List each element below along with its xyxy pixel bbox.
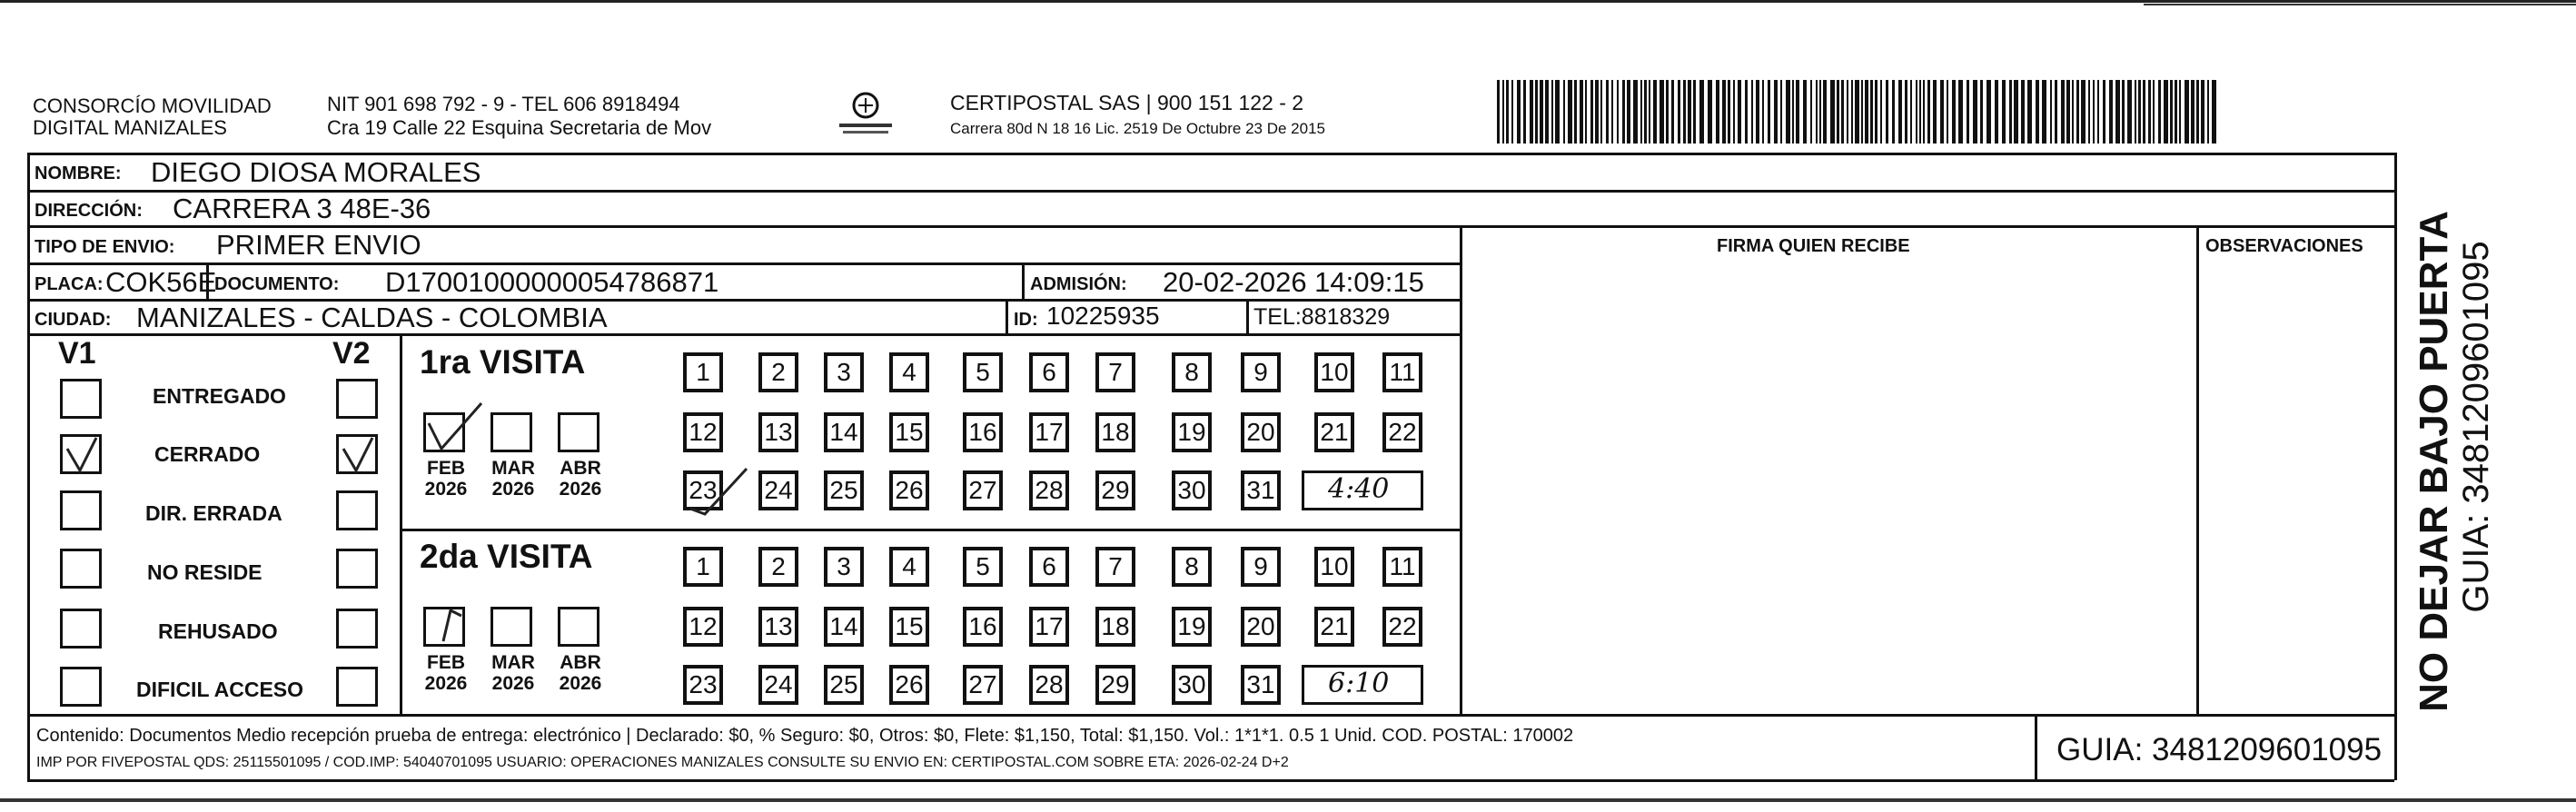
barcode-bar bbox=[2143, 80, 2145, 144]
barcode-bar bbox=[1535, 80, 1538, 144]
barcode-bar bbox=[1580, 80, 1583, 144]
barcode-bar bbox=[1919, 80, 1921, 144]
barcode-bar bbox=[2061, 80, 2065, 144]
placa-label: PLACA: bbox=[35, 274, 104, 294]
tipo-envio-value: PRIMER ENVIO bbox=[216, 229, 421, 261]
barcode-bar bbox=[2158, 80, 2161, 144]
day-box[interactable]: 27 bbox=[963, 470, 1003, 510]
day-box[interactable]: 7 bbox=[1095, 352, 1135, 392]
barcode-bar bbox=[1728, 80, 1730, 144]
scan-edge-bottom bbox=[0, 798, 2576, 802]
barcode-bar bbox=[1517, 80, 1521, 144]
barcode-bar bbox=[1688, 80, 1691, 144]
barcode-bar bbox=[2191, 80, 2195, 144]
side-guia: GUIA: 3481209601095 bbox=[2456, 241, 2496, 613]
barcode-bar bbox=[1738, 80, 1741, 144]
barcode-bar bbox=[1595, 80, 1599, 144]
check-mark bbox=[60, 432, 105, 478]
documento-label: DOCUMENTO: bbox=[214, 274, 340, 294]
id-label: ID: bbox=[1014, 310, 1038, 330]
v2-checkbox[interactable] bbox=[336, 490, 378, 530]
nombre-label: NOMBRE: bbox=[35, 163, 122, 183]
day-box[interactable]: 31 bbox=[1241, 665, 1281, 705]
day-box[interactable]: 18 bbox=[1095, 412, 1135, 452]
placa-value: COK56E bbox=[105, 266, 217, 298]
barcode-bar bbox=[1980, 80, 1983, 144]
barcode-bar bbox=[1886, 80, 1888, 144]
day-box[interactable]: 18 bbox=[1095, 607, 1135, 647]
v1-checkbox[interactable] bbox=[60, 609, 102, 649]
status-label: ENTREGADO bbox=[153, 384, 286, 408]
barcode-bar bbox=[1940, 80, 1944, 144]
day-box[interactable]: 23 bbox=[683, 470, 723, 510]
barcode-bar bbox=[1511, 80, 1513, 144]
barcode-bar bbox=[1837, 80, 1839, 144]
day-box[interactable]: 4 bbox=[889, 547, 929, 587]
day-box[interactable]: 10 bbox=[1314, 547, 1354, 587]
day-box[interactable]: 11 bbox=[1382, 352, 1422, 392]
barcode-bar bbox=[1745, 80, 1748, 144]
barcode-bar bbox=[1497, 80, 1500, 144]
month-label bbox=[550, 459, 610, 500]
barcode-bar bbox=[2196, 80, 2199, 144]
barcode-bar bbox=[2097, 80, 2099, 144]
barcode-bar bbox=[1756, 80, 1759, 144]
barcode-bar bbox=[1861, 80, 1863, 144]
month-checkbox[interactable] bbox=[558, 412, 599, 452]
barcode-bar bbox=[1855, 80, 1859, 144]
day-box[interactable]: 21 bbox=[1314, 607, 1354, 647]
firma-label: FIRMA QUIEN RECIBE bbox=[1717, 236, 1910, 256]
scan-edge-top bbox=[0, 0, 2576, 3]
barcode-bar bbox=[1640, 80, 1642, 144]
barcode-bar bbox=[1870, 80, 1873, 144]
barcode-bar bbox=[1780, 80, 1782, 144]
status-label: DIFICIL ACCESO bbox=[136, 678, 304, 701]
barcode-bar bbox=[1678, 80, 1680, 144]
barcode-bar bbox=[1841, 80, 1844, 144]
barcode-bar bbox=[1875, 80, 1878, 144]
observaciones-label: OBSERVACIONES bbox=[2205, 236, 2363, 256]
month-check-mark bbox=[423, 590, 487, 645]
barcode-bar bbox=[1819, 80, 1821, 144]
v1-label: V1 bbox=[58, 336, 96, 371]
footer-print-info: IMP POR FIVEPOSTAL QDS: 25115501095 / COD.IMP: 54040701095 USUARIO: OPERACIONES MANIZALES CONSULTE SU ENVIO EN: CERTIPOSTAL.COM SOBRE ETA: 2026-02-24 D+2 bbox=[36, 755, 1289, 770]
day-box[interactable]: 6 bbox=[1029, 547, 1069, 587]
barcode-bar bbox=[1898, 80, 1902, 144]
side-warning: NO DEJAR BAJO PUERTA bbox=[2412, 211, 2456, 712]
day-box[interactable]: 3 bbox=[824, 352, 864, 392]
barcode-bar bbox=[2036, 80, 2039, 144]
day-box[interactable]: 16 bbox=[963, 412, 1003, 452]
barcode-bar bbox=[1958, 80, 1963, 144]
direccion-label: DIRECCIÓN: bbox=[35, 201, 143, 221]
day-box[interactable]: 27 bbox=[963, 665, 1003, 705]
footer-contents: Contenido: Documentos Medio recepción prueba de entrega: electrónico | Declarado: $0, % Seguro: $0, Otros: $0, Flete: $1,150, Total: $1,150. Vol.: 1*1*1. 0.5 1 Unid. COD. POSTAL: 170002 bbox=[36, 726, 1574, 746]
v1-checkbox[interactable] bbox=[60, 667, 102, 707]
barcode-bar bbox=[1622, 80, 1625, 144]
month-label bbox=[483, 459, 543, 500]
barcode-bar bbox=[2185, 80, 2189, 144]
barcode-bar bbox=[1611, 80, 1613, 144]
barcode-bar bbox=[2076, 80, 2079, 144]
barcode-bar bbox=[2207, 80, 2209, 144]
barcode-bar bbox=[1545, 80, 1549, 144]
v1-checkbox[interactable] bbox=[60, 490, 102, 530]
scan-edge-top-right bbox=[2144, 4, 2576, 5]
day-box[interactable]: 25 bbox=[824, 665, 864, 705]
day-box[interactable]: 20 bbox=[1241, 607, 1281, 647]
day-box[interactable]: 16 bbox=[963, 607, 1003, 647]
visit1-title: 1ra VISITA bbox=[420, 343, 586, 381]
courier-line2: Carrera 80d N 18 16 Lic. 2519 De Octubre 23 De 2015 bbox=[950, 120, 1325, 137]
month-name: MAR bbox=[491, 652, 535, 673]
month-checkbox[interactable] bbox=[490, 607, 532, 647]
barcode-bar bbox=[1649, 80, 1650, 144]
barcode-bar bbox=[2093, 80, 2095, 144]
tipo-envio-label: TIPO DE ENVIO: bbox=[35, 237, 175, 257]
barcode-bar bbox=[1617, 80, 1619, 144]
barcode-bar bbox=[1722, 80, 1726, 144]
v2-checkbox[interactable] bbox=[336, 667, 378, 707]
barcode-bar bbox=[1523, 80, 1526, 144]
day-box[interactable]: 25 bbox=[824, 470, 864, 510]
courier-line1: CERTIPOSTAL SAS | 900 151 122 - 2 bbox=[950, 91, 1304, 114]
barcode-bar bbox=[2072, 80, 2074, 144]
company-name-line2: DIGITAL MANIZALES bbox=[33, 116, 227, 139]
month-name: FEB bbox=[427, 458, 465, 479]
day-box[interactable]: 12 bbox=[683, 607, 723, 647]
barcode-bar bbox=[1933, 80, 1937, 144]
barcode-bar bbox=[1892, 80, 1895, 144]
ciudad-value: MANIZALES - CALDAS - COLOMBIA bbox=[136, 302, 608, 333]
month-year: 2026 bbox=[559, 672, 602, 694]
status-label: DIR. ERRADA bbox=[145, 501, 282, 525]
barcode-bar bbox=[1851, 80, 1853, 144]
direccion-value: CARRERA 3 48E-36 bbox=[173, 193, 431, 224]
day-box[interactable]: 8 bbox=[1172, 547, 1212, 587]
barcode-bar bbox=[1816, 80, 1818, 144]
barcode-bar bbox=[1830, 80, 1835, 144]
barcode bbox=[1497, 80, 2222, 144]
month-year: 2026 bbox=[424, 672, 468, 694]
month-label bbox=[550, 653, 610, 694]
barcode-bar bbox=[1823, 80, 1827, 144]
nombre-value: DIEGO DIOSA MORALES bbox=[151, 156, 481, 188]
barcode-bar bbox=[2066, 80, 2070, 144]
barcode-bar bbox=[1792, 80, 1794, 144]
company-name-line1: CONSORCÍO MOVILIDAD bbox=[33, 94, 272, 117]
day-box[interactable]: 9 bbox=[1241, 352, 1281, 392]
documento-value: D17001000000054786871 bbox=[385, 266, 719, 298]
barcode-bar bbox=[1751, 80, 1753, 144]
barcode-bar bbox=[1995, 80, 1998, 144]
barcode-bar bbox=[2009, 80, 2012, 144]
day-box[interactable]: 30 bbox=[1172, 470, 1212, 510]
day-box[interactable]: 10 bbox=[1314, 352, 1354, 392]
barcode-bar bbox=[1803, 80, 1807, 144]
barcode-bar bbox=[1916, 80, 1917, 144]
barcode-bar bbox=[2135, 80, 2136, 144]
handwritten-time: 4:40 bbox=[1328, 473, 1390, 505]
status-label: CERRADO bbox=[154, 442, 261, 466]
barcode-bar bbox=[2081, 80, 2086, 144]
v2-label: V2 bbox=[332, 336, 371, 371]
barcode-bar bbox=[1880, 80, 1882, 144]
barcode-bar bbox=[1986, 80, 1991, 144]
barcode-bar bbox=[1671, 80, 1674, 144]
barcode-bar bbox=[2201, 80, 2204, 144]
barcode-bar bbox=[2115, 80, 2120, 144]
visit2-title: 2da VISITA bbox=[420, 538, 593, 575]
barcode-bar bbox=[1952, 80, 1956, 144]
v1-checkbox[interactable] bbox=[60, 379, 102, 419]
day-box[interactable]: 14 bbox=[824, 607, 864, 647]
v2-checkbox[interactable] bbox=[336, 379, 378, 419]
day-box[interactable]: 24 bbox=[758, 665, 798, 705]
barcode-bar bbox=[2042, 80, 2046, 144]
day-box[interactable]: 28 bbox=[1029, 665, 1069, 705]
barcode-bar bbox=[2014, 80, 2018, 144]
barcode-bar bbox=[1923, 80, 1925, 144]
barcode-bar bbox=[2027, 80, 2032, 144]
day-mark bbox=[683, 463, 756, 518]
barcode-bar bbox=[2109, 80, 2113, 144]
barcode-bar bbox=[1551, 80, 1553, 144]
month-year: 2026 bbox=[559, 478, 602, 500]
ciudad-label: CIUDAD: bbox=[35, 310, 112, 330]
barcode-bar bbox=[1762, 80, 1764, 144]
barcode-bar bbox=[2088, 80, 2090, 144]
barcode-bar bbox=[1555, 80, 1560, 144]
barcode-bar bbox=[1653, 80, 1657, 144]
barcode-bar bbox=[2050, 80, 2052, 144]
day-box[interactable]: 5 bbox=[963, 352, 1003, 392]
day-box[interactable]: 15 bbox=[889, 607, 929, 647]
month-label bbox=[483, 653, 543, 694]
barcode-bar bbox=[2002, 80, 2006, 144]
barcode-bar bbox=[2212, 80, 2216, 144]
barcode-bar bbox=[1606, 80, 1609, 144]
barcode-bar bbox=[1530, 80, 1533, 144]
barcode-bar bbox=[1973, 80, 1977, 144]
day-box[interactable]: 19 bbox=[1172, 607, 1212, 647]
month-name: FEB bbox=[427, 652, 465, 673]
month-checkbox[interactable] bbox=[558, 607, 599, 647]
month-checkbox[interactable] bbox=[490, 412, 532, 452]
day-box[interactable]: 1 bbox=[683, 352, 723, 392]
barcode-bar bbox=[2122, 80, 2125, 144]
barcode-bar bbox=[1568, 80, 1572, 144]
barcode-bar bbox=[1699, 80, 1704, 144]
day-box[interactable]: 29 bbox=[1095, 470, 1135, 510]
barcode-bar bbox=[1905, 80, 1907, 144]
barcode-bar bbox=[2170, 80, 2173, 144]
month-label bbox=[416, 459, 476, 500]
month-name: MAR bbox=[491, 458, 535, 479]
day-box[interactable]: 26 bbox=[889, 470, 929, 510]
barcode-bar bbox=[1708, 80, 1712, 144]
day-box[interactable]: 1 bbox=[683, 547, 723, 587]
barcode-bar bbox=[1540, 80, 1543, 144]
footer-guia: GUIA: 3481209601095 bbox=[2056, 732, 2383, 767]
barcode-bar bbox=[1847, 80, 1848, 144]
day-box[interactable]: 29 bbox=[1095, 665, 1135, 705]
barcode-bar bbox=[1506, 80, 1509, 144]
day-box[interactable]: 14 bbox=[824, 412, 864, 452]
v2-checkbox[interactable] bbox=[336, 609, 378, 649]
day-box[interactable]: 13 bbox=[758, 607, 798, 647]
barcode-bar bbox=[1502, 80, 1504, 144]
day-box[interactable]: 2 bbox=[758, 352, 798, 392]
day-box[interactable]: 4 bbox=[889, 352, 929, 392]
barcode-bar bbox=[1810, 80, 1812, 144]
barcode-bar bbox=[1563, 80, 1565, 144]
barcode-bar bbox=[1733, 80, 1735, 144]
barcode-bar bbox=[2055, 80, 2057, 144]
admision-label: ADMISIÓN: bbox=[1030, 274, 1127, 294]
day-box[interactable]: 3 bbox=[824, 547, 864, 587]
barcode-bar bbox=[1693, 80, 1696, 144]
day-box[interactable]: 22 bbox=[1382, 412, 1422, 452]
barcode-bar bbox=[1768, 80, 1770, 144]
day-box[interactable]: 22 bbox=[1382, 607, 1422, 647]
barcode-bar bbox=[1927, 80, 1930, 144]
barcode-bar bbox=[1574, 80, 1577, 144]
barcode-bar bbox=[1590, 80, 1593, 144]
admision-value: 20-02-2026 14:09:15 bbox=[1163, 266, 1424, 298]
day-box[interactable]: 17 bbox=[1029, 607, 1069, 647]
barcode-bar bbox=[1716, 80, 1719, 144]
barcode-bar bbox=[1910, 80, 1912, 144]
day-box[interactable]: 5 bbox=[963, 547, 1003, 587]
barcode-bar bbox=[1600, 80, 1602, 144]
telefono-value: TEL:8818329 bbox=[1253, 304, 1391, 330]
day-box[interactable]: 11 bbox=[1382, 547, 1422, 587]
barcode-bar bbox=[1627, 80, 1630, 144]
handwritten-time: 6:10 bbox=[1328, 668, 1390, 699]
month-year: 2026 bbox=[424, 478, 468, 500]
day-box[interactable]: 8 bbox=[1172, 352, 1212, 392]
barcode-bar bbox=[1633, 80, 1638, 144]
day-box[interactable]: 21 bbox=[1314, 412, 1354, 452]
day-box[interactable]: 20 bbox=[1241, 412, 1281, 452]
barcode-bar bbox=[1666, 80, 1669, 144]
day-box[interactable]: 6 bbox=[1029, 352, 1069, 392]
day-box[interactable]: 15 bbox=[889, 412, 929, 452]
day-box[interactable]: 7 bbox=[1095, 547, 1135, 587]
barcode-bar bbox=[2164, 80, 2168, 144]
status-label: NO RESIDE bbox=[147, 560, 263, 584]
day-box[interactable]: 17 bbox=[1029, 412, 1069, 452]
barcode-bar bbox=[1947, 80, 1948, 144]
barcode-bar bbox=[1967, 80, 1969, 144]
barcode-bar bbox=[2148, 80, 2151, 144]
day-box[interactable]: 9 bbox=[1241, 547, 1281, 587]
nit-line: NIT 901 698 792 - 9 - TEL 606 8918494 bbox=[327, 93, 680, 115]
barcode-bar bbox=[2103, 80, 2105, 144]
day-box[interactable]: 23 bbox=[683, 665, 723, 705]
barcode-bar bbox=[2127, 80, 2132, 144]
month-label bbox=[416, 653, 476, 694]
month-name: ABR bbox=[560, 458, 601, 479]
status-label: REHUSADO bbox=[158, 619, 278, 643]
barcode-bar bbox=[2138, 80, 2141, 144]
barcode-bar bbox=[1786, 80, 1790, 144]
barcode-bar bbox=[1774, 80, 1778, 144]
v2-checkbox[interactable] bbox=[336, 549, 378, 589]
month-year: 2026 bbox=[491, 672, 535, 694]
v1-checkbox[interactable] bbox=[60, 549, 102, 589]
day-box[interactable]: 26 bbox=[889, 665, 929, 705]
barcode-bar bbox=[2153, 80, 2155, 144]
barcode-bar bbox=[2179, 80, 2181, 144]
day-box[interactable]: 12 bbox=[683, 412, 723, 452]
month-year: 2026 bbox=[491, 478, 535, 500]
month-check-mark bbox=[423, 396, 487, 451]
barcode-bar bbox=[1683, 80, 1686, 144]
barcode-bar bbox=[1796, 80, 1799, 144]
day-box[interactable]: 30 bbox=[1172, 665, 1212, 705]
day-box[interactable]: 13 bbox=[758, 412, 798, 452]
check-mark bbox=[336, 432, 381, 478]
day-box[interactable]: 24 bbox=[758, 470, 798, 510]
day-box[interactable]: 2 bbox=[758, 547, 798, 587]
certipostal-logo bbox=[834, 89, 897, 142]
barcode-bar bbox=[2175, 80, 2177, 144]
barcode-bar bbox=[2021, 80, 2025, 144]
month-name: ABR bbox=[560, 652, 601, 673]
barcode-bar bbox=[1660, 80, 1664, 144]
day-box[interactable]: 19 bbox=[1172, 412, 1212, 452]
barcode-bar bbox=[1644, 80, 1647, 144]
day-box[interactable]: 31 bbox=[1241, 470, 1281, 510]
day-box[interactable]: 28 bbox=[1029, 470, 1069, 510]
barcode-bar bbox=[1865, 80, 1868, 144]
address-line: Cra 19 Calle 22 Esquina Secretaria de Mov bbox=[327, 116, 712, 139]
id-value: 10225935 bbox=[1046, 302, 1160, 330]
barcode-bar bbox=[1585, 80, 1587, 144]
